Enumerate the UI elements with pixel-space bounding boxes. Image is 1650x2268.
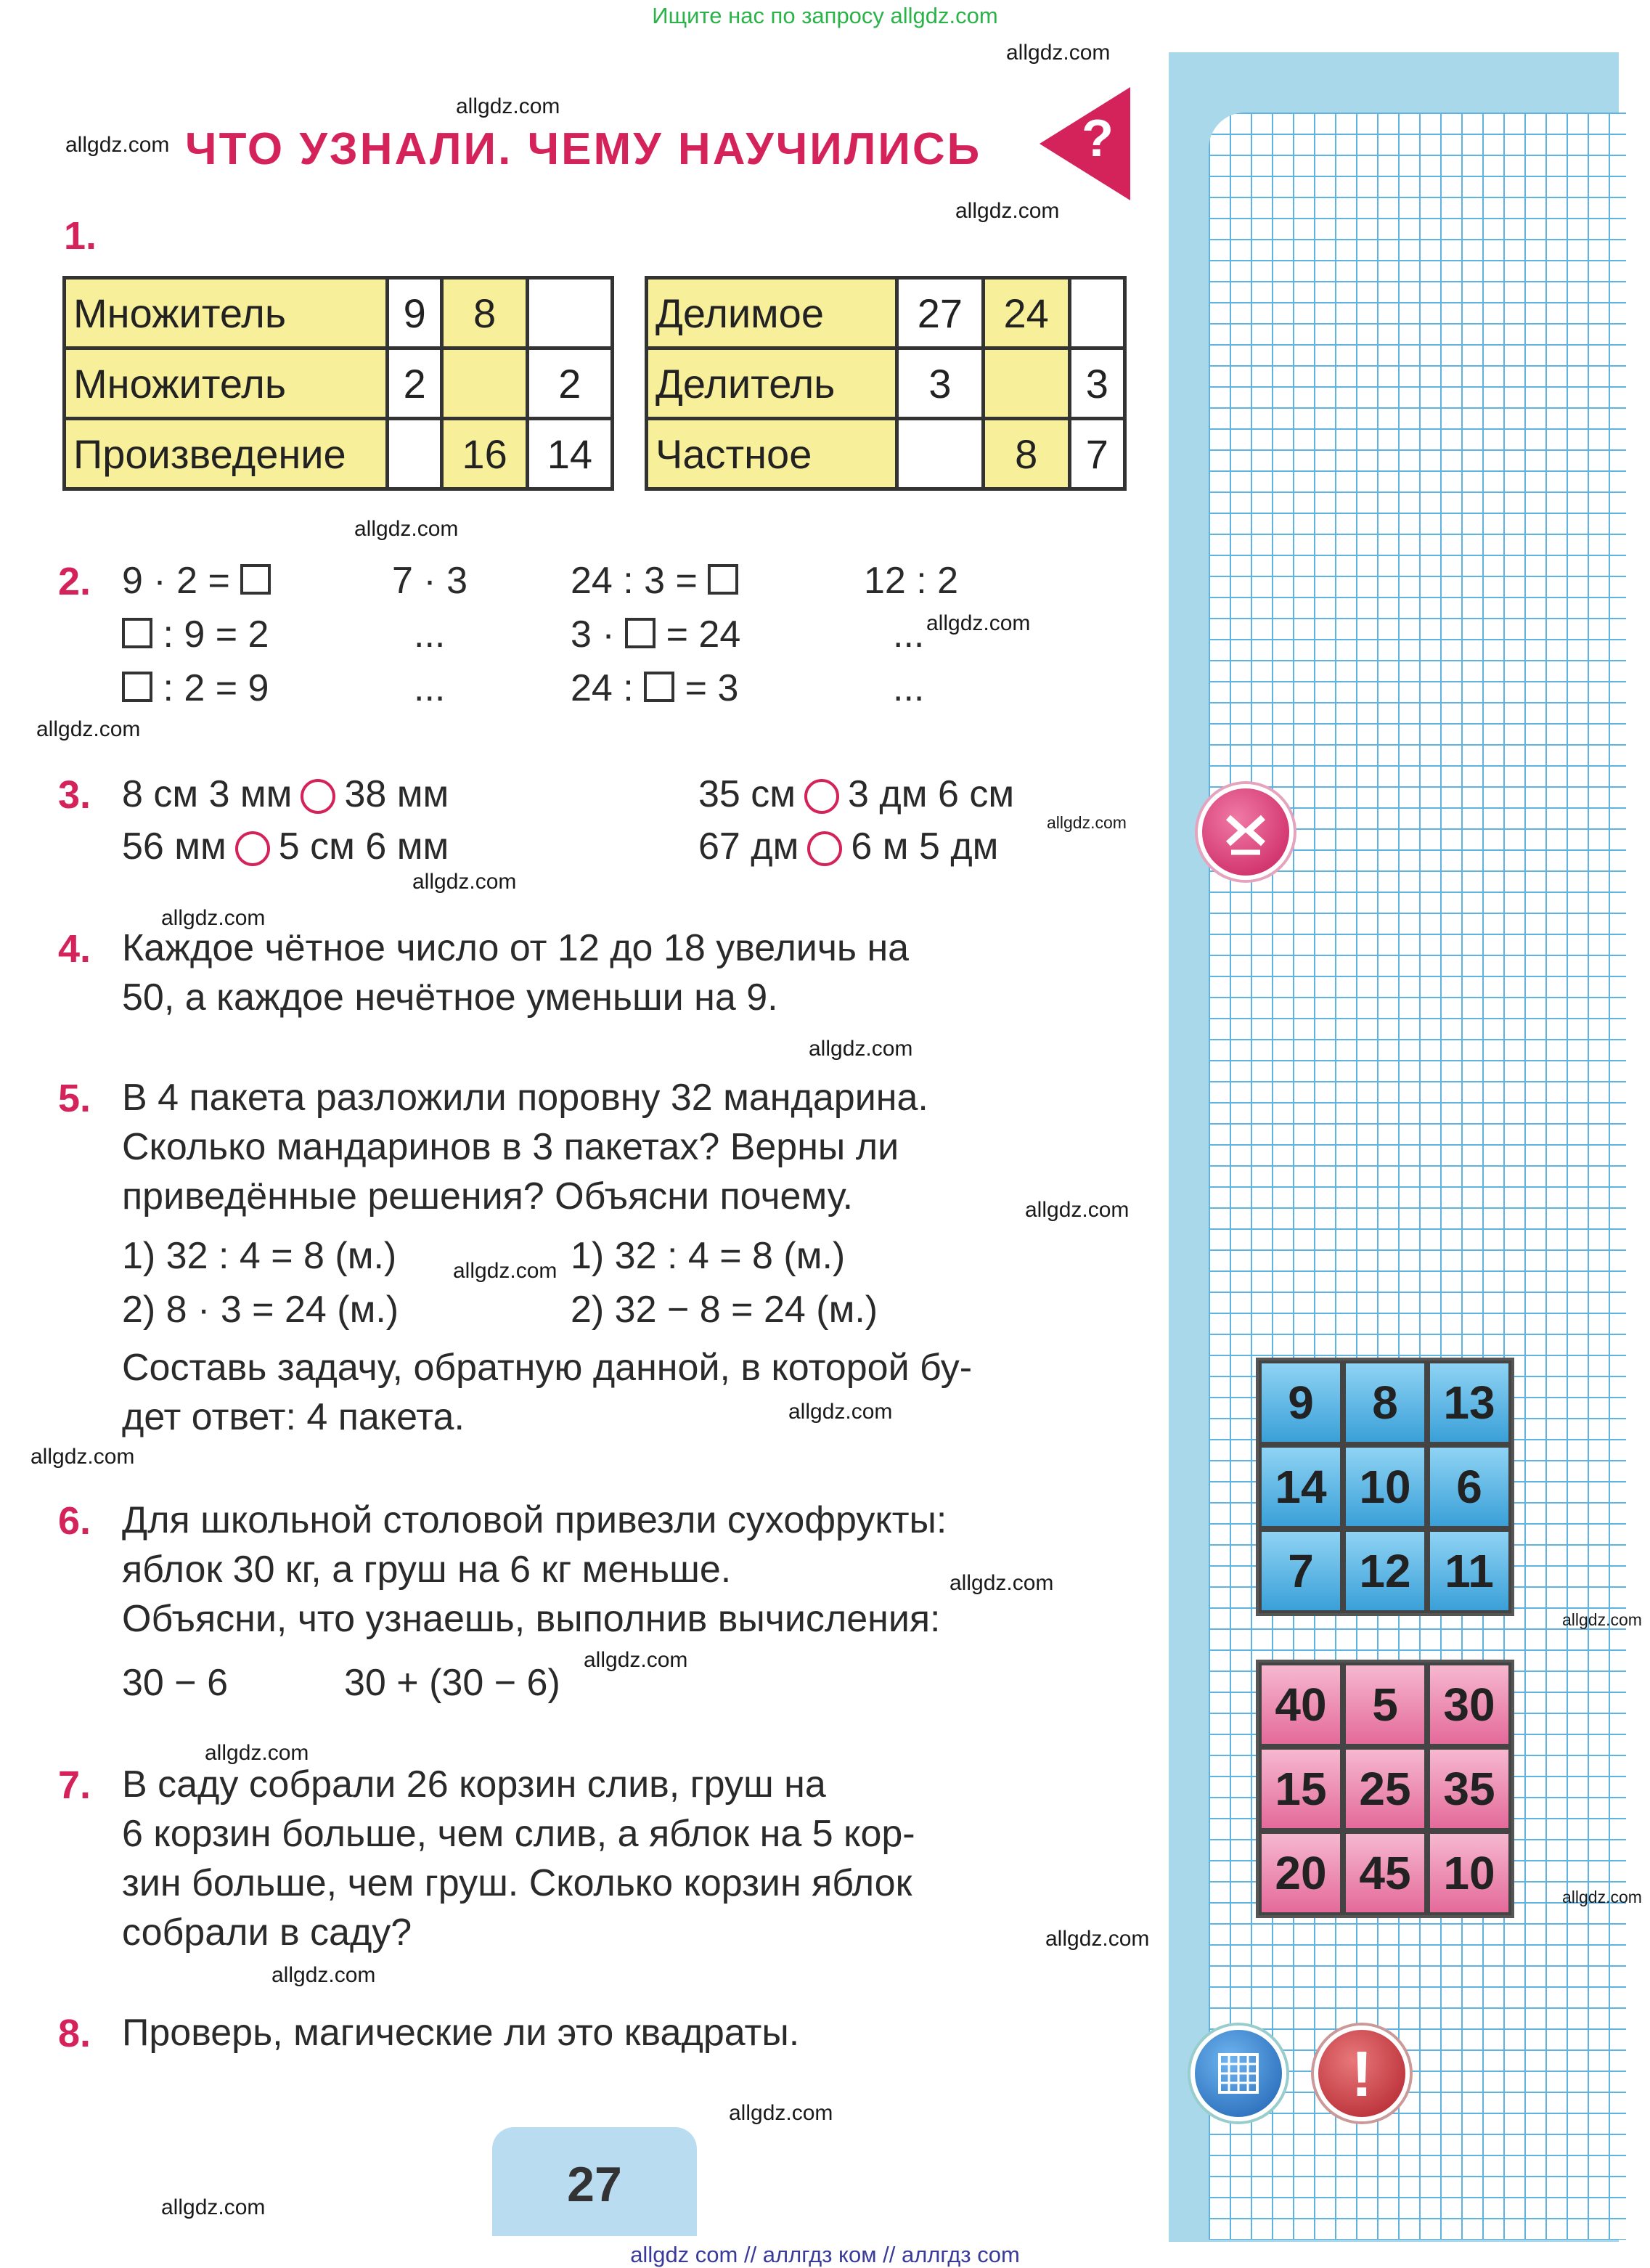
magic-cell: 45 <box>1343 1831 1427 1915</box>
equation-text: : 9 = 2 <box>152 613 269 656</box>
watermark: allgdz.com <box>926 611 1031 635</box>
task-text: яблок 30 кг, а груш на 6 кг меньше. <box>122 1549 732 1591</box>
table-cell: 8 <box>983 419 1069 489</box>
blank-square-icon <box>122 618 152 648</box>
watermark: allgdz.com <box>271 1963 376 1987</box>
page-number: 27 <box>567 2157 622 2212</box>
equation-text: 9 · 2 = <box>122 560 230 602</box>
blank-square-icon <box>122 672 152 702</box>
magic-cell: 40 <box>1259 1663 1343 1747</box>
top-banner[interactable]: Ищите нас по запросу allgdz.com <box>652 3 998 28</box>
magic-cell: 9 <box>1259 1361 1343 1445</box>
equation-text: 24 : 3 = <box>571 560 698 602</box>
table-cell <box>527 278 612 348</box>
magic-cell: 30 <box>1427 1663 1511 1747</box>
comparison <box>698 825 998 868</box>
grid-icon <box>1190 2026 1286 2121</box>
watermark: allgdz.com <box>955 199 1060 223</box>
table-cell: 7 <box>1069 419 1124 489</box>
ellipsis: ... <box>893 667 925 709</box>
magic-cell: 13 <box>1427 1361 1511 1445</box>
watermark: allgdz.com <box>65 133 170 157</box>
equation <box>571 613 740 656</box>
value: 6 м 5 дм <box>851 825 999 868</box>
watermark: allgdz.com <box>354 517 459 541</box>
table-cell: 8 <box>442 278 527 348</box>
watermark: allgdz.com <box>1562 1888 1642 1906</box>
ellipsis: ... <box>893 613 925 656</box>
solution-step: 1) 32 : 4 = 8 (м.) <box>122 1235 397 1277</box>
task-text: приведённые решения? Объясни почему. <box>122 1175 854 1217</box>
table-cell <box>983 348 1069 419</box>
task-text: дет ответ: 4 пакета. <box>122 1396 465 1438</box>
solution-step: 1) 32 : 4 = 8 (м.) <box>571 1235 846 1277</box>
value: 8 см 3 мм <box>122 773 293 815</box>
task-number: 4. <box>58 927 91 971</box>
watermark: allgdz.com <box>161 906 266 930</box>
table-cell: 16 <box>442 419 527 489</box>
compare-circle-icon <box>301 779 335 814</box>
bottom-banner[interactable]: allgdz com // аллгдз ком // аллгдз com <box>630 2242 1020 2267</box>
task-number: 1. <box>64 214 97 258</box>
blank-square-icon <box>644 672 674 702</box>
table-cell: 9 <box>388 278 442 348</box>
task-number: 3. <box>58 773 91 817</box>
equation <box>122 613 269 656</box>
equation: 12 : 2 <box>864 560 959 602</box>
equation <box>571 559 738 603</box>
comparison <box>122 772 449 816</box>
equation-text: 3 · <box>571 613 626 656</box>
watermark: allgdz.com <box>729 2101 833 2125</box>
task-text: Сколько мандаринов в 3 пакетах? Верны ли <box>122 1126 899 1168</box>
equation: 7 · 3 <box>392 560 468 602</box>
magic-cell: 20 <box>1259 1831 1343 1915</box>
page-title: ЧТО УЗНАЛИ. ЧЕМУ НАУЧИЛИСЬ <box>185 124 982 174</box>
task-text: Проверь, магические ли это квадраты. <box>122 2012 800 2054</box>
value: 67 дм <box>698 825 799 868</box>
table-cell: 3 <box>1069 348 1124 419</box>
task-text: Для школьной столовой привезли сухофрукты: <box>122 1499 947 1541</box>
watermark: allgdz.com <box>205 1741 309 1765</box>
watermark: allgdz.com <box>949 1571 1054 1595</box>
magic-cell: 14 <box>1259 1445 1343 1529</box>
table-cell: 3 <box>897 348 984 419</box>
compare-icon <box>1198 784 1294 880</box>
watermark: allgdz.com <box>456 94 560 118</box>
equation <box>571 666 738 710</box>
value: 35 см <box>698 773 796 815</box>
ellipsis: ... <box>414 613 446 656</box>
table-label: Произведение <box>65 419 388 489</box>
magic-cell: 8 <box>1343 1361 1427 1445</box>
magic-cell: 7 <box>1259 1529 1343 1613</box>
watermark: allgdz.com <box>1562 1610 1642 1629</box>
compare-circle-icon <box>235 831 270 866</box>
blank-square-icon <box>625 618 655 648</box>
watermark: allgdz.com <box>453 1259 558 1283</box>
magic-square-pink <box>1256 1660 1514 1918</box>
compare-circle-icon <box>804 779 839 814</box>
table-cell <box>1069 278 1124 348</box>
watermark: allgdz.com <box>161 2195 266 2219</box>
solution-step: 2) 32 − 8 = 24 (м.) <box>571 1289 878 1331</box>
equation-text: : 2 = 9 <box>152 667 269 709</box>
equation-text: = 24 <box>655 613 741 656</box>
magic-cell: 5 <box>1343 1663 1427 1747</box>
magic-square-blue <box>1256 1358 1514 1616</box>
value: 3 дм 6 см <box>848 773 1015 815</box>
solution-step: 2) 8 · 3 = 24 (м.) <box>122 1289 399 1331</box>
task-number: 2. <box>58 560 91 603</box>
division-table <box>645 276 1127 491</box>
expression: 30 + (30 − 6) <box>344 1662 560 1704</box>
task-text: Каждое чётное число от 12 до 18 увеличь на <box>122 927 910 969</box>
value: 5 см 6 мм <box>278 825 449 868</box>
blank-square-icon <box>708 564 738 595</box>
table-label: Частное <box>647 419 897 489</box>
task-number: 5. <box>58 1077 91 1120</box>
table-cell: 24 <box>983 278 1069 348</box>
blank-square-icon <box>240 564 271 595</box>
table-label: Делимое <box>647 278 897 348</box>
equation-text: 24 : <box>571 667 645 709</box>
table-label: Множитель <box>65 278 388 348</box>
page-number-tab <box>492 2127 697 2236</box>
task-text: зин больше, чем груш. Сколько корзин яблок <box>122 1862 912 1904</box>
equation <box>122 559 271 603</box>
exclamation-icon: ! <box>1314 2026 1410 2121</box>
watermark: allgdz.com <box>1006 41 1111 65</box>
task-text: 6 корзин больше, чем слив, а яблок на 5 кор- <box>122 1813 915 1855</box>
magic-cell: 12 <box>1343 1529 1427 1613</box>
watermark: allgdz.com <box>36 717 141 741</box>
task-number: 8. <box>58 2012 91 2055</box>
table-cell <box>388 419 442 489</box>
watermark: allgdz.com <box>1045 1927 1150 1951</box>
expression: 30 − 6 <box>122 1662 229 1704</box>
value: 38 мм <box>344 773 449 815</box>
table-cell: 14 <box>527 419 612 489</box>
task-number: 6. <box>58 1499 91 1543</box>
grid-paper <box>1209 113 1626 2240</box>
watermark: allgdz.com <box>1047 813 1127 832</box>
ellipsis: ... <box>414 667 446 709</box>
magic-cell: 10 <box>1343 1445 1427 1529</box>
task-text: 50, а каждое нечётное уменьши на 9. <box>122 976 778 1019</box>
table-cell: 27 <box>897 278 984 348</box>
comparison <box>698 772 1014 816</box>
task-number: 7. <box>58 1763 91 1807</box>
watermark: allgdz.com <box>809 1037 913 1061</box>
watermark: allgdz.com <box>412 870 517 894</box>
equation-text: = 3 <box>674 667 739 709</box>
magic-cell: 11 <box>1427 1529 1511 1613</box>
magic-cell: 15 <box>1259 1747 1343 1831</box>
table-cell <box>897 419 984 489</box>
task-text: В саду собрали 26 корзин слив, груш на <box>122 1763 826 1806</box>
watermark: allgdz.com <box>584 1648 688 1672</box>
magic-cell: 35 <box>1427 1747 1511 1831</box>
task-text: В 4 пакета разложили поровну 32 мандарина. <box>122 1077 928 1119</box>
watermark: allgdz.com <box>1025 1198 1130 1222</box>
comparison <box>122 825 449 868</box>
table-cell <box>442 348 527 419</box>
question-badge-mark: ? <box>1082 110 1114 168</box>
task-text: Составь задачу, обратную данной, в которой бу- <box>122 1347 973 1389</box>
table-cell: 2 <box>527 348 612 419</box>
watermark: allgdz.com <box>30 1445 135 1469</box>
table-label: Множитель <box>65 348 388 419</box>
magic-cell: 25 <box>1343 1747 1427 1831</box>
task-text: собрали в саду? <box>122 1912 412 1954</box>
magic-cell: 10 <box>1427 1831 1511 1915</box>
value: 56 мм <box>122 825 226 868</box>
multiplication-table <box>62 276 614 491</box>
table-cell: 2 <box>388 348 442 419</box>
magic-cell: 6 <box>1427 1445 1511 1529</box>
equation <box>122 666 269 710</box>
watermark: allgdz.com <box>788 1400 893 1424</box>
table-label: Делитель <box>647 348 897 419</box>
compare-circle-icon <box>807 831 842 866</box>
task-text: Объясни, что узнаешь, выполнив вычисления: <box>122 1598 941 1640</box>
